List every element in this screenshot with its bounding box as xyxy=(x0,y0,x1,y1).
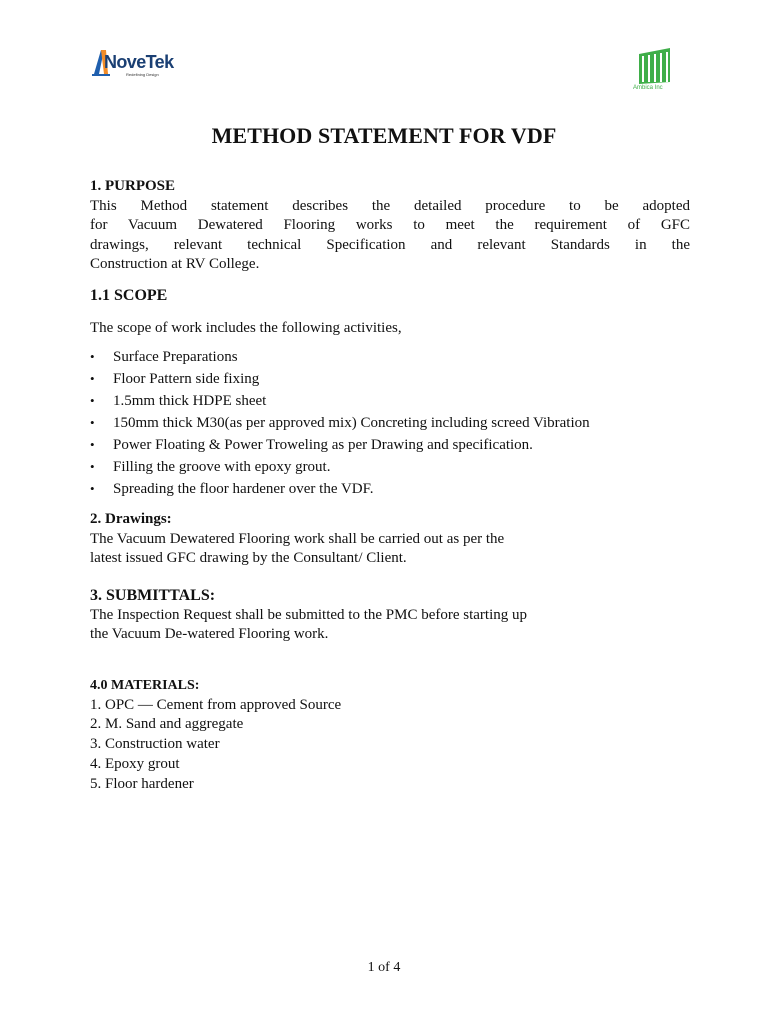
drawings-line: latest issued GFC drawing by the Consultant/ Client. xyxy=(90,550,407,566)
scope-section xyxy=(90,286,690,306)
scope-intro: The scope of work includes the following activities, xyxy=(90,320,402,336)
drawings-heading: 2. Drawings: xyxy=(90,511,172,527)
bullet-icon: • xyxy=(90,371,95,386)
scope-intro-block xyxy=(90,319,690,339)
list-item: 2. M. Sand and aggregate xyxy=(90,716,244,733)
bullet-icon: • xyxy=(90,481,95,496)
purpose-paragraph xyxy=(90,197,690,275)
bullet-icon: • xyxy=(90,437,95,452)
ambica-building-icon xyxy=(630,48,678,86)
drawings-section xyxy=(90,510,690,569)
submittals-line: the Vacuum De-watered Flooring work. xyxy=(90,626,329,642)
list-item: • Floor Pattern side fixing xyxy=(90,368,710,390)
submittals-section xyxy=(90,586,690,645)
submittals-heading: 3. SUBMITTALS: xyxy=(90,587,216,604)
list-item: • Power Floating & Power Troweling as per Drawing and specification. xyxy=(90,434,710,456)
purpose-heading: 1. PURPOSE xyxy=(90,178,176,194)
bullet-icon: • xyxy=(90,349,95,364)
purpose-line: This Method statement describes the detailed procedure to be adopted xyxy=(90,197,690,214)
materials-list xyxy=(90,696,690,795)
ambica-logo-text: Ambica Inc xyxy=(633,85,663,91)
ambica-logo xyxy=(630,48,678,96)
purpose-line: Construction at RV College. xyxy=(90,256,260,272)
purpose-line: for Vacuum Dewatered Flooring works to meet the requirement of GFC xyxy=(90,217,690,233)
list-item: • 1.5mm thick HDPE sheet xyxy=(90,390,710,412)
list-item: 1. OPC — Cement from approved Source xyxy=(90,696,342,713)
novetek-logo xyxy=(92,46,172,80)
page-number: 1 of 4 xyxy=(367,960,401,975)
bullet-icon: • xyxy=(90,459,95,474)
submittals-line: The Inspection Request shall be submitted to the PMC before starting up xyxy=(90,606,528,623)
list-item: • Surface Preparations xyxy=(90,346,710,368)
list-item: 3. Construction water xyxy=(90,736,220,753)
list-item: 4. Epoxy grout xyxy=(90,755,180,772)
list-item: • Spreading the floor hardener over the VDF. xyxy=(90,478,710,500)
document-title: METHOD STATEMENT FOR VDF xyxy=(211,123,557,148)
list-item: • Filling the groove with epoxy grout. xyxy=(90,456,710,478)
list-item: • 150mm thick M30(as per approved mix) Concreting including screed Vibration xyxy=(90,412,710,434)
materials-heading: 4.0 MATERIALS: xyxy=(90,678,200,693)
novetek-logo-tagline: Redefining Design xyxy=(126,72,159,77)
purpose-section xyxy=(90,177,690,275)
bullet-icon: • xyxy=(90,393,95,408)
materials-section xyxy=(90,676,690,794)
scope-heading: 1.1 SCOPE xyxy=(90,287,168,304)
bullet-icon: • xyxy=(90,415,95,430)
drawings-line: The Vacuum Dewatered Flooring work shall be carried out as per the xyxy=(90,530,505,547)
novetek-logo-wordmark: NoveTek xyxy=(104,52,174,72)
scope-list xyxy=(90,346,710,500)
purpose-line: drawings, relevant technical Specification and relevant Standards in the xyxy=(90,236,690,253)
list-item: 5. Floor hardener xyxy=(90,775,194,792)
scope-list-block xyxy=(90,346,710,500)
